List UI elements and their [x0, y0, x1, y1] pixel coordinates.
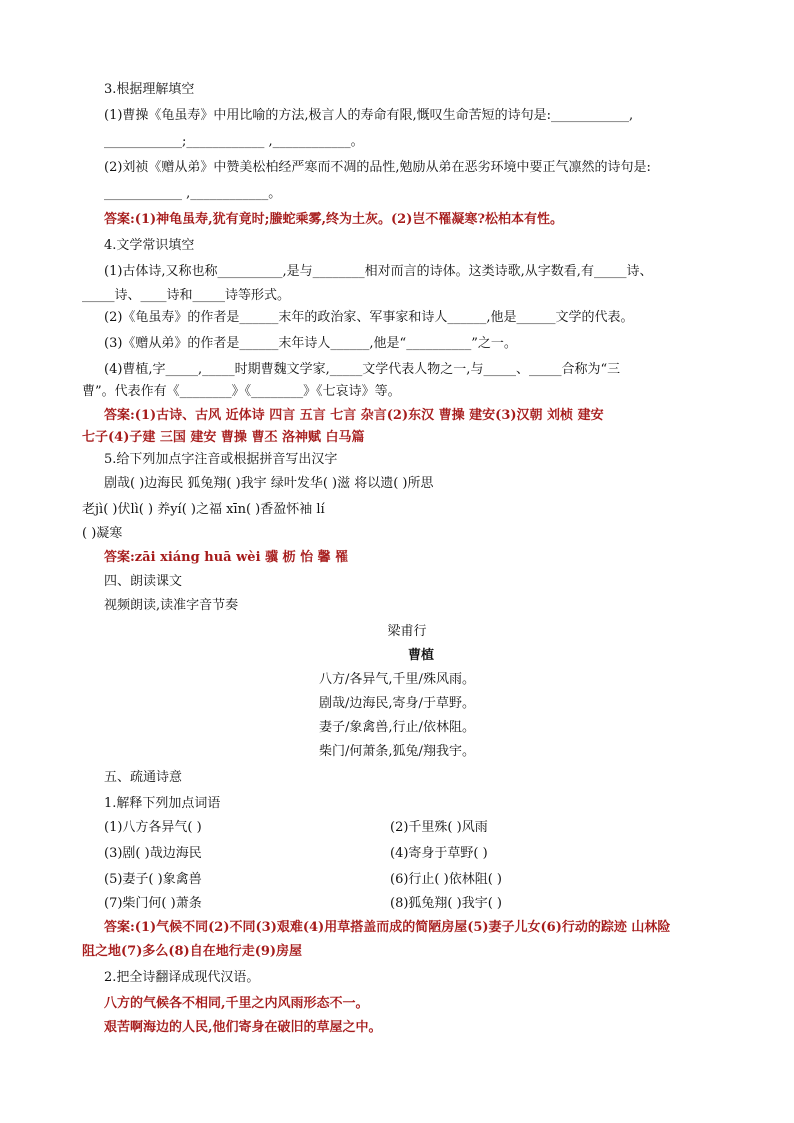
s5-line2: 老jì( )伏lì( ) 养yí( )之福 xīn( )香盈怀袖 lí — [82, 502, 325, 517]
s4-q2: (2)《龟虽寿》的作者是______末年的政治家、军事家和诗人______,他是______文学的代表。 — [104, 310, 634, 325]
s4-answer-line1: 答案:(1)古诗、古风 近体诗 四言 五言 七言 杂言(2)东汉 曹操 建安(3)汉朝 刘桢 建安 — [104, 408, 604, 423]
meaning-row-4-right: (8)狐兔翔( )我宇( ) — [390, 896, 502, 911]
meaning-row-2-right: (4)寄身于草野( ) — [390, 846, 488, 861]
meaning-sub2: 2.把全诗翻译成现代汉语。 — [104, 970, 260, 985]
poem-line-2: 剧哉/边海民,寄身/于草野。 — [319, 696, 475, 711]
s3-heading: 3.根据理解填空 — [104, 82, 195, 97]
meaning-heading: 五、疏通诗意 — [104, 770, 183, 785]
meaning-answer-line1: 答案:(1)气候不同(2)不同(3)艰难(4)用草搭盖而成的简陋房屋(5)妻子儿女(6)行动的踪迹 山林险 — [104, 920, 671, 935]
s3-answer: 答案:(1)神龟虽寿,犹有竟时;螣蛇乘雾,终为土灰。(2)岂不罹凝寒?松柏本有性。 — [104, 212, 563, 227]
meaning-row-4-left: (7)柴门何( )萧条 — [104, 896, 202, 911]
meaning-row-2-left: (3)剧( )哉边海民 — [104, 846, 202, 861]
s3-q2-line1: (2)刘祯《赠从弟》中赞美松柏经严寒而不凋的品性,勉励从弟在恶劣环境中要正气凛然的诗句是: — [104, 160, 651, 175]
read-heading: 四、朗读课文 — [104, 574, 183, 589]
poem-line-1: 八方/各异气,千里/殊风雨。 — [319, 672, 475, 687]
s4-q4-line2: 曹”。代表作有《________》《________》《七哀诗》等。 — [82, 384, 401, 399]
translation-line-1: 八方的气候各不相同,千里之内风雨形态不一。 — [104, 996, 369, 1011]
s4-answer-line2: 七子(4)子建 三国 建安 曹操 曹丕 洛神赋 白马篇 — [82, 430, 365, 445]
meaning-sub1: 1.解释下列加点词语 — [104, 796, 221, 811]
meaning-row-3-left: (5)妻子( )象禽兽 — [104, 872, 202, 887]
s5-answer: 答案:zāi xiáng huā wèi 骥 枥 怡 馨 罹 — [104, 550, 349, 565]
poem-line-3: 妻子/象禽兽,行止/依林阻。 — [319, 720, 475, 735]
meaning-row-1-right: (2)千里殊( )风雨 — [390, 820, 488, 835]
s4-q3: (3)《赠从弟》的作者是______末年诗人______,他是“__________”之一。 — [104, 336, 517, 351]
meaning-row-3-right: (6)行止( )依林阻( ) — [390, 872, 502, 887]
translation-line-2: 艰苦啊海边的人民,他们寄身在破旧的草屋之中。 — [104, 1020, 382, 1035]
s3-q1-line2: ____________;____________ ,____________。 — [104, 134, 364, 149]
poem-author: 曹植 — [407, 648, 434, 663]
s4-q4-line1: (4)曹植,字_____,_____时期曹魏文学家,_____文学代表人物之一,与_____、_____合称为“三 — [104, 362, 621, 377]
s3-q1-line1: (1)曹操《龟虽寿》中用比喻的方法,极言人的寿命有限,慨叹生命苦短的诗句是:____________, — [104, 108, 634, 123]
poem-line-4: 柴门/何萧条,狐兔/翔我宇。 — [319, 744, 475, 759]
s5-line3: ( )凝寒 — [82, 526, 123, 541]
s4-heading: 4.文学常识填空 — [104, 238, 195, 253]
meaning-answer-line2: 阻之地(7)多么(8)自在地行走(9)房屋 — [82, 944, 303, 959]
s5-line1: 剧哉( )边海民 狐兔翔( )我宇 绿叶发华( )滋 将以遗( )所思 — [104, 476, 434, 491]
poem-title: 梁甫行 — [387, 624, 427, 639]
read-sub: 视频朗读,读准字音节奏 — [104, 598, 239, 613]
s5-heading: 5.给下列加点字注音或根据拼音写出汉字 — [104, 452, 338, 467]
s4-q1-line2: _____诗、____诗和_____诗等形式。 — [82, 288, 291, 303]
meaning-row-1-left: (1)八方各异气( ) — [104, 820, 202, 835]
s3-q2-line2: ____________ ,____________。 — [104, 186, 282, 201]
s4-q1-line1: (1)古体诗,又称也称__________,是与________相对而言的诗体。这类诗歌,从字数看,有_____诗、 — [104, 264, 653, 279]
